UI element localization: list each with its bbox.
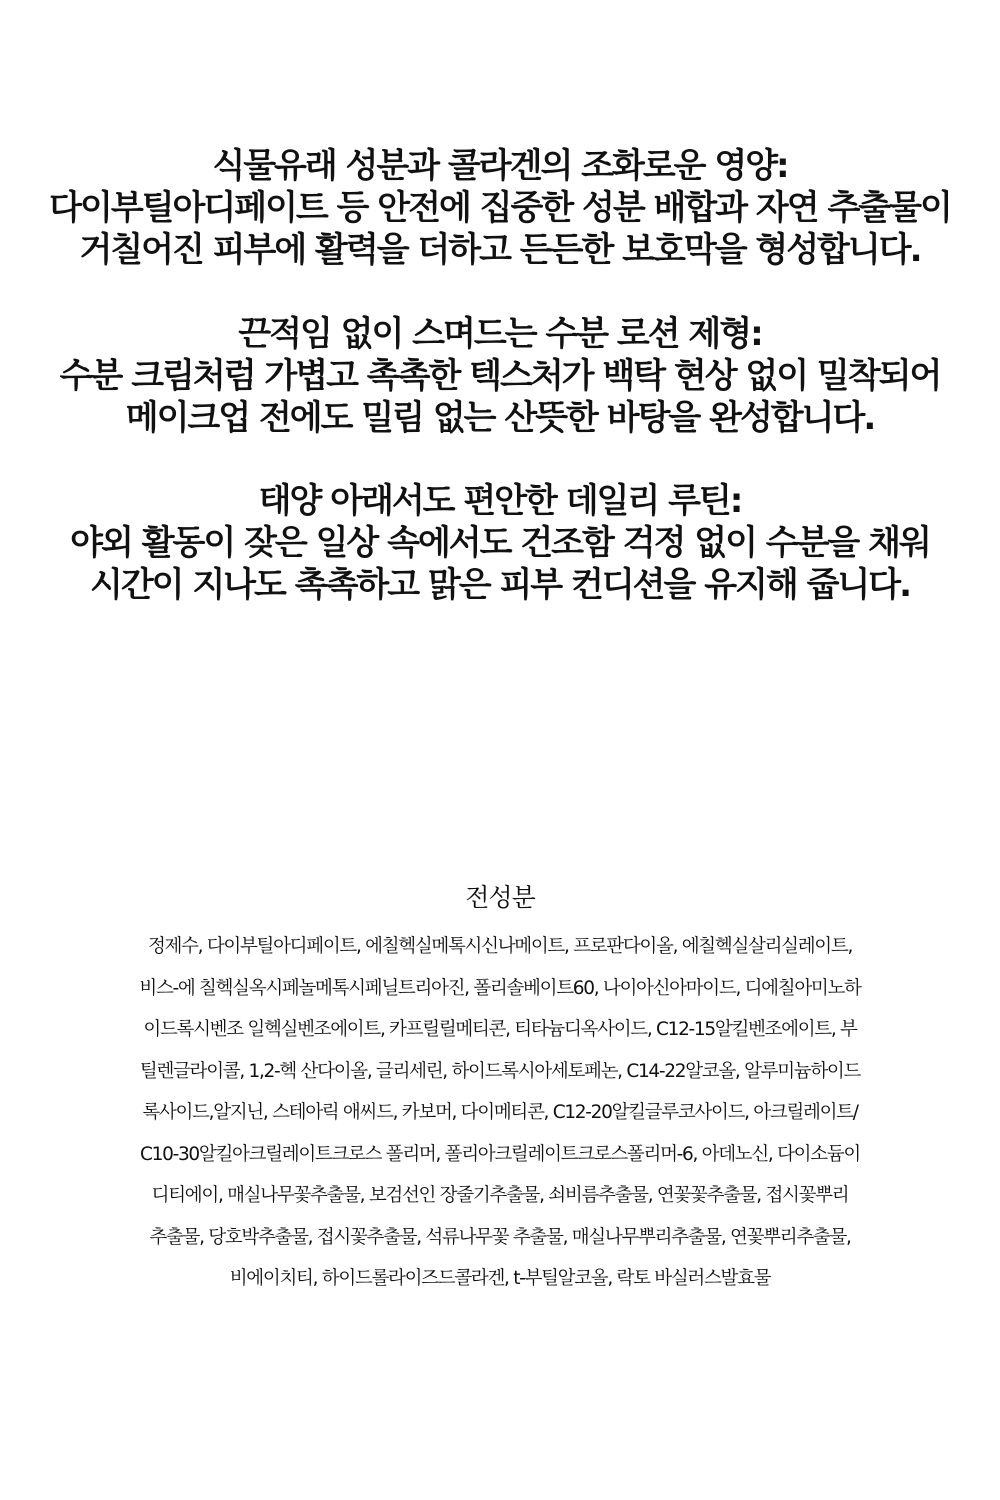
feature-text-line: 거칠어진 피부에 활력을 더하고 든든한 보호막을 형성합니다. (79, 230, 921, 270)
feature-heading: 식물유래 성분과 콜라겐의 조화로운 영양: (212, 146, 788, 186)
ingredients-line: 디티에이, 매실나무꽃추출물, 보검선인 장줄기추출물, 쇠비름추출물, 연꽃꽃추출물, 접시꽃뿌리 (151, 1185, 849, 1206)
ingredients-line: 틸렌글라이콜, 1,2-헥 산다이올, 글리세린, 하이드록시아세토페논, C14-22알코올, 알루미늄하이드 (139, 1060, 861, 1082)
feature-text-line: 다이부틸아디페이트 등 안전에 집중한 성분 배합과 자연 추출물이 (49, 188, 951, 228)
feature-section-texture (0, 313, 1000, 439)
ingredients-line: 이드록시벤조 일헥실벤조에이트, 카프릴릴메티콘, 티타늄디옥사이드, C12-15알킬벤조에이트, 부 (143, 1019, 857, 1040)
ingredients-line: 비스-에 칠헥실옥시페놀메톡시페닐트리아진, 폴리솔베이트60, 나이아신아마이드, 디에칠아미노하 (139, 977, 861, 999)
feature-heading: 끈적임 없이 스며드는 수분 로션 제형: (238, 314, 762, 354)
feature-text-line: 야외 활동이 잦은 일상 속에서도 건조함 걱정 없이 수분을 채워 (70, 523, 930, 563)
feature-text-line: 수분 크림처럼 가볍고 촉촉한 텍스처가 백탁 현상 없이 밀착되어 (59, 356, 941, 396)
feature-heading: 태양 아래서도 편안한 데일리 루틴: (258, 481, 742, 521)
feature-section-daily-routine (0, 480, 1000, 606)
ingredients-line: 록사이드,알지닌, 스테아릭 애씨드, 카보머, 다이메티콘, C12-20알킬글루코사이드, 아크릴레이트/ (142, 1102, 858, 1123)
feature-section-nutrition (0, 145, 1000, 271)
ingredients-line: C10-30알킬아크릴레이트크로스 폴리머, 폴리아크릴레이트크로스폴리머-6, 아데노신, 다이소듐이 (140, 1143, 860, 1165)
ingredients-title: 전성분 (465, 883, 535, 912)
ingredients-line: 추출물, 당호박추출물, 접시꽃추출물, 석류나무꽃 추출물, 매실나무뿌리추출물, 연꽃뿌리추출물, (149, 1226, 851, 1248)
ingredients-line: 정제수, 다이부틸아디페이트, 에칠헥실메톡시신나메이트, 프로판다이올, 에칠헥실살리실레이트, (147, 936, 853, 957)
ingredients-section (0, 878, 1000, 1300)
ingredients-line: 비에이치티, 하이드롤라이즈드콜라겐, t-부틸알코올, 락토 바실러스발효물 (229, 1268, 771, 1289)
feature-text-line: 메이크업 전에도 밀림 없는 산뜻한 바탕을 완성합니다. (125, 398, 875, 438)
feature-text-line: 시간이 지나도 촉촉하고 맑은 피부 컨디션을 유지해 줍니다. (89, 565, 911, 605)
